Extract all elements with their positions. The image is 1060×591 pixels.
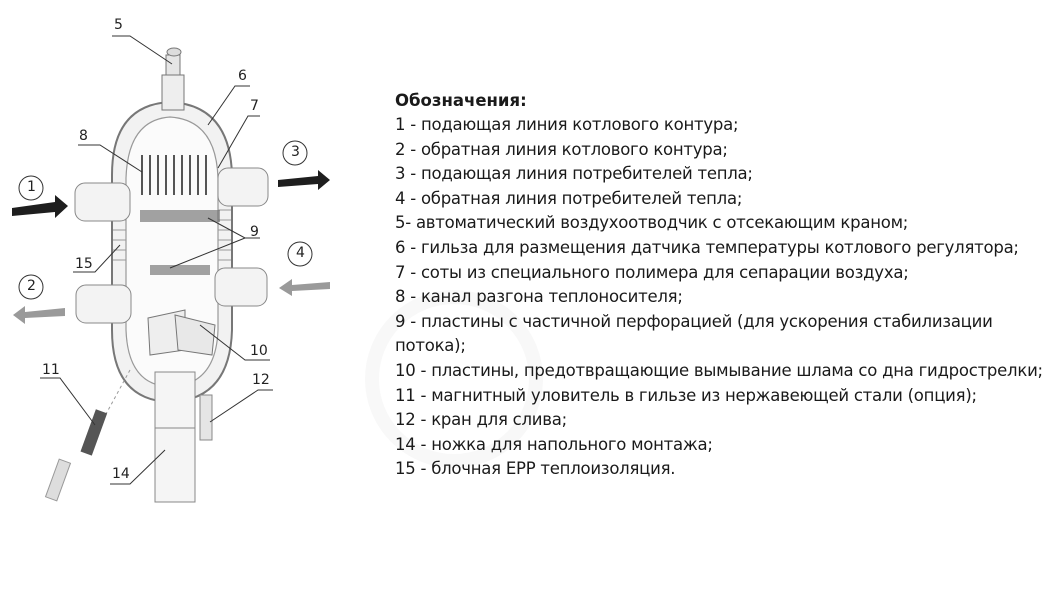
- legend-item-10: 10 - пластины, предотвращающие вымывание шлама со дна гидрострелки;: [395, 360, 1043, 380]
- callout-12: 12: [252, 372, 270, 388]
- legend-item-2: 2 - обратная линия котлового контура;: [395, 139, 728, 159]
- callout-15: 15: [75, 256, 93, 272]
- circled-number-4: 4: [296, 245, 305, 261]
- callout-6: 6: [238, 68, 247, 84]
- legend-item-6: 6 - гильза для размещения датчика температуры котлового регулятора;: [395, 237, 1019, 257]
- circled-number-2: 2: [27, 278, 36, 294]
- legend-title: Обозначения:: [395, 91, 527, 110]
- legend-item-8: 8 - канал разгона теплоносителя;: [395, 287, 683, 307]
- callout-5: 5: [114, 17, 123, 33]
- legend-item-11: 11 - магнитный уловитель в гильзе из нержавеющей стали (опция);: [395, 385, 977, 405]
- legend-item-12: 12 - кран для слива;: [395, 410, 567, 430]
- legend-item-15: 15 - блочная EPP теплоизоляция.: [395, 459, 676, 479]
- legend-item-3: 3 - подающая линия потребителей тепла;: [395, 164, 753, 184]
- callout-11: 11: [42, 362, 60, 378]
- legend-item-4: 4 - обратная линия потребителей тепла;: [395, 188, 743, 208]
- callout-8: 8: [79, 128, 88, 144]
- circled-number-3: 3: [291, 144, 300, 160]
- legend-item-1: 1 - подающая линия котлового контура;: [395, 115, 739, 134]
- callout-7: 7: [250, 98, 259, 114]
- circled-number-1: 1: [27, 179, 36, 195]
- legend-item-5: 5- автоматический воздухоотводчик с отсекающим краном;: [395, 213, 909, 233]
- callout-9: 9: [250, 224, 259, 240]
- callout-10: 10: [250, 343, 268, 359]
- legend-item-9: 9 - пластины с частичной перфорацией (для ускорения стабилизации потока);: [395, 311, 993, 356]
- legend-item-7: 7 - соты из специального полимера для сепарации воздуха;: [395, 262, 909, 282]
- legend: [395, 89, 1060, 482]
- legend-item-14: 14 - ножка для напольного монтажа;: [395, 434, 713, 454]
- callout-14: 14: [112, 466, 130, 482]
